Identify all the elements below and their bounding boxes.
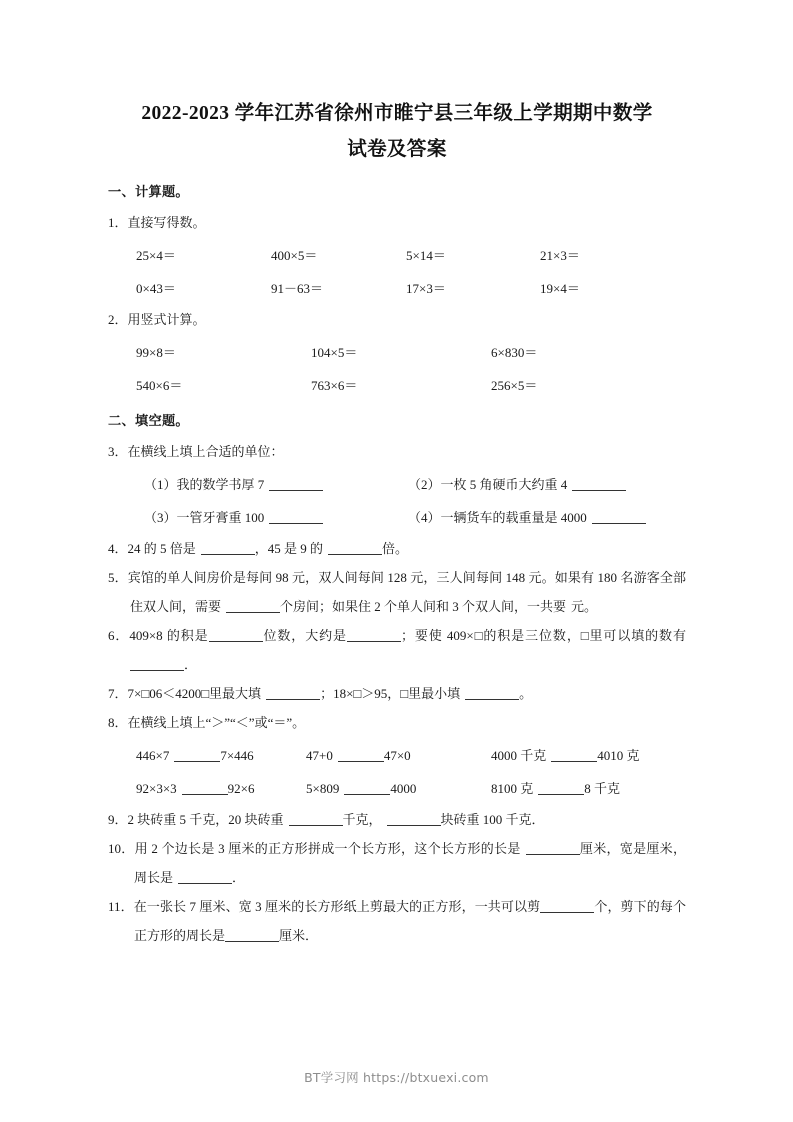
question-text: 倍。	[382, 541, 409, 556]
calc-item: 99×8＝	[136, 345, 176, 360]
question-text: 个，剪下的每个正方形的周长是	[134, 899, 686, 943]
question-number: 5．	[108, 570, 128, 585]
question-2-prompt: 2．用竖式计算。	[108, 312, 206, 327]
question-3-item-3	[144, 501, 323, 534]
question-text: 厘米，宽是厘米，周长是	[134, 841, 686, 885]
question-text: 元。	[571, 599, 598, 614]
question-text: 24 的 5 倍是	[127, 541, 196, 556]
compare-left: 47+0	[306, 748, 333, 763]
compare-right: 8 千克	[584, 781, 621, 796]
section-heading-calculation: 一、计算题。	[108, 184, 189, 199]
compare-left: 4000 千克	[491, 748, 547, 763]
answer-blank[interactable]	[344, 781, 390, 795]
site-watermark: BT学习网 https://btxuexi.com	[304, 1070, 489, 1085]
page-content	[108, 96, 686, 950]
question-text: ，45 是 9 的	[254, 541, 324, 556]
question-3-item-2	[408, 468, 626, 501]
answer-blank[interactable]	[572, 477, 626, 491]
question-text: 。	[519, 686, 533, 701]
compare-right: 47×0	[383, 748, 411, 763]
calc-item: 5×14＝	[406, 248, 446, 263]
question-3-row-1	[108, 468, 686, 501]
question-1-row-1	[108, 239, 686, 272]
question-text: 厘米．	[279, 928, 319, 943]
calc-item: 104×5＝	[311, 345, 358, 360]
question-text: 409×8 的积是	[129, 628, 209, 643]
answer-blank[interactable]	[540, 899, 594, 913]
question-4	[108, 534, 686, 563]
question-number: 7．	[108, 686, 128, 701]
answer-blank[interactable]	[289, 812, 343, 826]
question-text: 块砖重 100 千克．	[440, 812, 545, 827]
compare-right: 7×446	[220, 748, 254, 763]
answer-blank[interactable]	[226, 599, 280, 613]
compare-item	[136, 739, 254, 772]
answer-blank[interactable]	[347, 628, 401, 642]
answer-blank[interactable]	[592, 510, 646, 524]
question-text: 位数，大约是	[262, 628, 347, 643]
question-text: 7×□06＜4200□里最大填	[127, 686, 262, 701]
compare-left: 92×3×3	[136, 781, 177, 796]
calc-item: 256×5＝	[491, 378, 538, 393]
answer-blank[interactable]	[201, 541, 255, 555]
calc-item: 91－63＝	[271, 281, 324, 296]
answer-blank[interactable]	[465, 686, 519, 700]
question-text: ．	[184, 657, 198, 672]
page-title	[108, 96, 686, 168]
calc-item: 0×43＝	[136, 281, 176, 296]
answer-blank[interactable]	[225, 928, 279, 942]
calc-item: 25×4＝	[136, 248, 176, 263]
compare-item	[491, 739, 640, 772]
answer-blank[interactable]	[526, 841, 580, 855]
question-3-item-4	[408, 501, 646, 534]
compare-left: 5×809	[306, 781, 340, 796]
answer-blank[interactable]	[174, 748, 220, 762]
question-5	[108, 563, 686, 621]
question-8-prompt: 8．在横线上填上“＞”“＜”或“＝”。	[108, 715, 306, 730]
question-1-row-2	[108, 272, 686, 305]
calc-item: 540×6＝	[136, 378, 183, 393]
item-text: （2）一枚 5 角硬币大约重 4	[408, 477, 568, 492]
question-text: ；18×□＞95，□里最小填	[320, 686, 461, 701]
calc-item: 21×3＝	[540, 248, 580, 263]
item-text: （3）一管牙膏重 100	[144, 510, 265, 525]
item-text: （1）我的数学书厚 7	[144, 477, 265, 492]
answer-blank[interactable]	[269, 477, 323, 491]
question-text: 2 块砖重 5 千克，20 块砖重	[127, 812, 284, 827]
compare-right: 92×6	[227, 781, 255, 796]
answer-blank[interactable]	[338, 748, 384, 762]
question-number: 9．	[108, 812, 128, 827]
question-number: 6．	[108, 628, 130, 643]
question-text: ；要使 409×□的积是三位数，□里可以填的数有	[400, 628, 686, 643]
question-2-row-2	[108, 369, 686, 402]
answer-blank[interactable]	[209, 628, 263, 642]
answer-blank[interactable]	[328, 541, 382, 555]
question-2-row-1	[108, 336, 686, 369]
answer-blank[interactable]	[178, 870, 232, 884]
compare-left: 8100 克	[491, 781, 534, 796]
question-3-item-1	[144, 468, 323, 501]
item-text: （4）一辆货车的载重量是 4000	[408, 510, 587, 525]
question-number: 11．	[108, 899, 134, 914]
answer-blank[interactable]	[551, 748, 597, 762]
question-text: 在一张长 7 厘米、宽 3 厘米的长方形纸上剪最大的正方形，一共可以剪	[133, 899, 541, 914]
answer-blank[interactable]	[387, 812, 441, 826]
section-heading-fill-in-blank: 二、填空题。	[108, 413, 189, 428]
question-6	[108, 621, 686, 679]
calc-item: 19×4＝	[540, 281, 580, 296]
compare-item	[306, 739, 411, 772]
compare-item	[306, 772, 416, 805]
question-8-row-2	[108, 772, 686, 805]
question-9	[108, 805, 686, 834]
title-line-2: 试卷及答案	[347, 139, 447, 160]
compare-left: 446×7	[136, 748, 170, 763]
compare-right: 4010 克	[597, 748, 640, 763]
answer-blank[interactable]	[182, 781, 228, 795]
answer-blank[interactable]	[266, 686, 320, 700]
question-8-row-1	[108, 739, 686, 772]
compare-item	[491, 772, 620, 805]
question-text: 个房间；如果住 2 个单人间和 3 个双人间，一共要	[280, 599, 567, 614]
question-text: 千克，	[342, 812, 382, 827]
question-number: 10．	[108, 841, 135, 856]
question-7	[108, 679, 686, 708]
title-line-1: 2022-2023 学年江苏省徐州市睢宁县三年级上学期期中数学	[141, 103, 653, 124]
answer-blank[interactable]	[538, 781, 584, 795]
question-number: 4．	[108, 541, 128, 556]
question-3-row-2	[108, 501, 686, 534]
question-text: 用 2 个边长是 3 厘米的正方形拼成一个长方形，这个长方形的长是	[134, 841, 521, 856]
question-text: 宾馆的单人间房价是每间 98 元，双人间每间 128 元，三人间每间 148 元。如果有 180 名游客全部住双人间，需要	[127, 570, 686, 614]
answer-blank[interactable]	[130, 657, 184, 671]
compare-right: 4000	[390, 781, 417, 796]
question-text: ．	[232, 870, 246, 885]
calc-item: 6×830＝	[491, 345, 538, 360]
compare-item	[136, 772, 255, 805]
answer-blank[interactable]	[269, 510, 323, 524]
question-10	[108, 834, 686, 892]
question-11	[108, 892, 686, 950]
question-3-prompt: 3．在横线上填上合适的单位：	[108, 444, 284, 459]
calc-item: 763×6＝	[311, 378, 358, 393]
calc-item: 400×5＝	[271, 248, 318, 263]
calc-item: 17×3＝	[406, 281, 446, 296]
question-1-prompt: 1．直接写得数。	[108, 215, 206, 230]
